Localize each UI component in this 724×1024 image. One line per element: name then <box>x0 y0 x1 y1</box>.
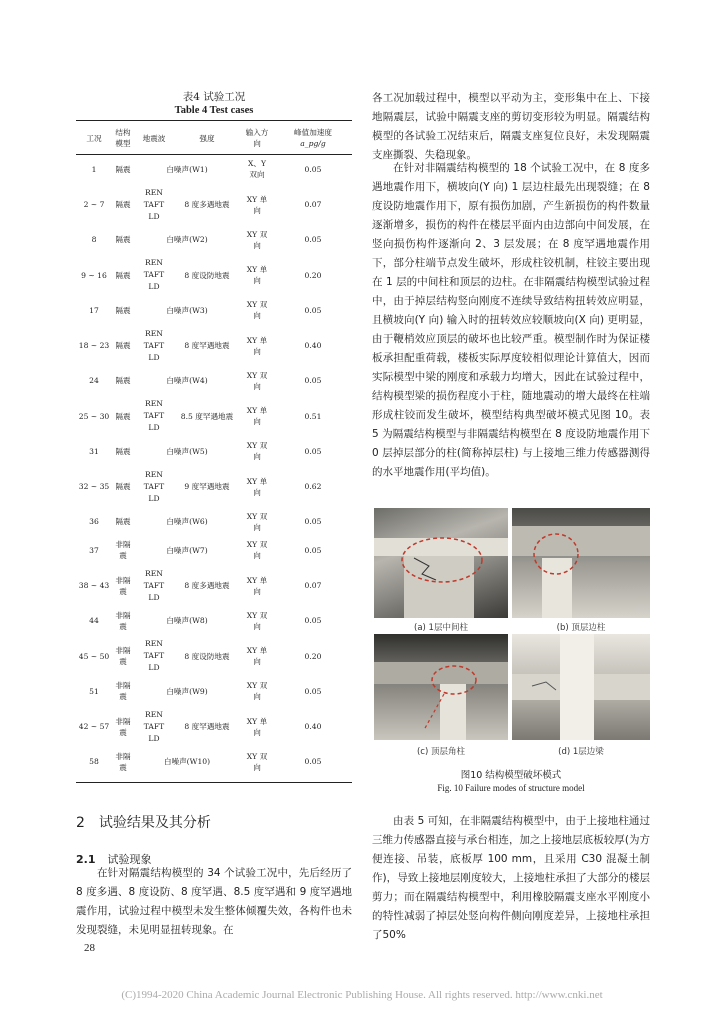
cell-wave: REN TAFT LD <box>143 328 165 362</box>
photo-d-first-floor-edge-beam <box>512 634 650 740</box>
subcaption-d: (d) 1层边梁 <box>558 747 604 757</box>
cell-direction: XY 单向 <box>246 335 268 356</box>
cell-intensity: 8 度罕遇地震 <box>184 722 230 731</box>
table-row <box>76 635 352 677</box>
right-paragraph-2: 在针对非隔震结构模型的 18 个试验工况中，在 8 度多遇地震作用下，横坡向(Y 向) 1 层边柱最先出现裂缝；在 8 度设防地震作用下，原有损伤加剧，产生新损伤的构件数量逐渐增多，损伤的构件在楼层平面内由边部向中间发展，在竖向损伤构件逐渐向 2、3 层发展；在 8 度罕遇地震作用下，部分柱端节点发生破坏，形成柱铰机制，柱铰主要出现在 1 层的中间柱和顶层的边柱。在非隔震结构模型试验过程中，由于掉层结构竖向刚度不连续导致结构扭转效应明显，且横坡向(Y 向) 输入时的扭转效应较顺坡向(X 向) 更明显，由于鞭梢效应顶层的破坏也比较严重。模型制作时为保证楼板承担配重荷载，楼板实际厚度较相似理论计算值大，因而实际模型中梁的刚度和承载力均增大，因此在试验过程中，结构模型梁的损伤程度小于柱，随地震动的增大最终在柱端形成柱铰而发生破坏，模型结构典型破坏模式见图 10。表 5 为隔震结构模型与非隔震结构模型在 8 度设防地震作用下 0 层掉层部分的柱(简称掉层柱) 与上接地三维力传感器测得的水平地震作用(平均值)。 <box>372 162 650 478</box>
header-wave: 地震波 <box>142 133 166 143</box>
table-row <box>76 607 352 636</box>
cell-case: 17 <box>89 305 99 315</box>
cell-direction: X、Y 双向 <box>247 159 266 180</box>
cell-case: 42 ~ 57 <box>78 722 110 731</box>
cell-pga: 0.20 <box>304 270 322 280</box>
cell-excitation: 白噪声(W3) <box>166 305 208 315</box>
cell-model: 非隔震 <box>115 540 131 561</box>
cell-pga: 0.51 <box>304 411 322 421</box>
cell-model: 非隔震 <box>115 716 131 737</box>
right-paragraph-3: 由表 5 可知，在非隔震结构模型中，由于上接地柱通过三维力传感器直接与承台相连，加之上接地层底板较厚(为方便连接、吊装，底板厚 100 mm，且采用 C30 混凝土制作)，导致上接地层刚度较大，上接地柱承担了大部分的楼层剪力；而在隔震结构模型中，利用橡胶隔震支座水平刚度小的特性减弱了掉层处竖向构件侧向刚度差异，上接地柱承担了50% <box>372 815 650 941</box>
cell-pga: 0.05 <box>304 446 322 456</box>
cell-intensity: 8 度设防地震 <box>184 651 230 661</box>
table-row <box>76 677 352 706</box>
cell-pga: 0.40 <box>304 341 322 350</box>
table-row <box>76 296 352 325</box>
cell-pga: 0.05 <box>304 545 322 555</box>
cell-intensity: 8 度罕遇地震 <box>184 341 230 350</box>
cell-wave: REN TAFT LD <box>143 709 165 743</box>
cell-wave: REN TAFT LD <box>143 568 165 602</box>
cell-wave: REN TAFT LD <box>143 258 165 291</box>
cell-intensity: 8 度设防地震 <box>184 270 230 280</box>
cell-model: 非隔震 <box>115 681 131 702</box>
cell-direction: XY 单向 <box>246 194 268 215</box>
cell-model: 隔震 <box>115 411 131 421</box>
cell-direction: XY 双向 <box>246 441 268 462</box>
header-case: 工况 <box>86 133 102 143</box>
cell-pga: 0.40 <box>304 722 322 731</box>
cell-case: 38 ~ 43 <box>78 581 110 590</box>
cell-intensity: 8 度多遇地震 <box>184 200 230 209</box>
cell-direction: XY 单向 <box>246 265 268 285</box>
cell-pga: 0.05 <box>304 757 322 767</box>
figure-caption-en: Fig. 10 Failure modes of structure model <box>437 783 585 793</box>
header-pga: 峰值加速度 a_pg/g <box>294 128 332 148</box>
table-row <box>76 367 352 396</box>
cell-excitation: 白噪声(W1) <box>166 164 208 174</box>
cell-excitation: 白噪声(W2) <box>166 235 208 245</box>
table-bottom-rule <box>76 782 352 783</box>
table-row <box>76 508 352 537</box>
header-intensity: 强度 <box>199 133 215 143</box>
cell-direction: XY 双向 <box>246 681 268 702</box>
cell-wave: REN TAFT LD <box>143 639 165 672</box>
cell-intensity: 8.5 度罕遇地震 <box>180 411 234 421</box>
cell-model: 隔震 <box>115 270 131 280</box>
right-paragraph-1: 各工况加载过程中，模型以平动为主，变形集中在上、下接地隔震层，试验中隔震支座的剪切变形较为明显。隔震结构模型的各试验工况结束后，隔震支座复位良好，未发现隔震支座撕裂、失稳现象。 <box>372 92 650 161</box>
table-row <box>76 437 352 466</box>
cell-direction: XY 单向 <box>246 646 268 666</box>
table-caption-en: Table 4 Test cases <box>174 105 254 116</box>
cell-pga: 0.62 <box>304 482 322 491</box>
subcaption-a: (a) 1层中间柱 <box>414 623 468 633</box>
cell-excitation: 白噪声(W5) <box>166 446 208 456</box>
cell-case: 51 <box>89 686 99 696</box>
cell-direction: XY 双向 <box>246 540 268 561</box>
cell-model: 非隔震 <box>115 610 131 631</box>
cell-excitation: 白噪声(W8) <box>166 616 208 626</box>
subcaption-b: (b) 顶层边柱 <box>556 623 606 633</box>
table-row <box>76 706 352 748</box>
cell-direction: XY 单向 <box>246 406 268 426</box>
table-row <box>76 565 352 607</box>
cell-pga: 0.07 <box>304 200 322 209</box>
figure-caption-cn: 图10 结构模型破坏模式 <box>460 770 562 781</box>
table-row <box>76 254 352 296</box>
cell-case: 18 ~ 23 <box>78 341 110 350</box>
cell-intensity: 8 度多遇地震 <box>184 581 230 590</box>
cell-direction: XY 单向 <box>246 575 268 596</box>
cell-model: 隔震 <box>115 341 131 350</box>
cell-case: 32 ~ 35 <box>78 482 110 491</box>
cell-case: 31 <box>89 446 99 456</box>
cell-model: 隔震 <box>115 235 131 245</box>
photo-a-first-floor-middle-column <box>374 508 508 618</box>
cell-model: 隔震 <box>115 517 131 527</box>
cell-excitation: 白噪声(W6) <box>166 517 208 527</box>
cell-pga: 0.05 <box>304 164 322 174</box>
cell-direction: XY 双向 <box>246 511 268 532</box>
cell-model: 非隔震 <box>115 646 131 666</box>
table-row <box>76 466 352 508</box>
cell-pga: 0.20 <box>304 651 322 661</box>
header-direction: 输入方向 <box>245 128 269 148</box>
cell-case: 25 ~ 30 <box>78 411 110 421</box>
cell-pga: 0.07 <box>304 581 322 590</box>
cell-intensity: 9 度罕遇地震 <box>184 482 230 491</box>
photo-c-top-floor-corner-column <box>374 634 508 740</box>
cell-pga: 0.05 <box>304 376 322 386</box>
table-row <box>76 748 352 777</box>
cell-case: 58 <box>89 757 99 767</box>
cell-model: 隔震 <box>115 305 131 315</box>
cell-case: 8 <box>91 235 97 245</box>
cell-case: 44 <box>89 616 99 626</box>
photo-b-top-floor-edge-column <box>512 508 650 618</box>
cell-model: 非隔震 <box>115 575 131 596</box>
cell-direction: XY 单向 <box>246 476 268 497</box>
cell-excitation: 白噪声(W9) <box>166 686 208 696</box>
cell-model: 隔震 <box>115 446 131 456</box>
test-cases-table <box>76 121 352 776</box>
subcaption-c: (c) 顶层角柱 <box>416 747 465 757</box>
cell-pga: 0.05 <box>304 235 322 245</box>
cell-model: 隔震 <box>115 376 131 386</box>
cell-model: 隔震 <box>115 482 131 491</box>
cell-case: 37 <box>89 545 99 555</box>
cell-direction: XY 双向 <box>246 300 268 321</box>
cell-pga: 0.05 <box>304 305 322 315</box>
cell-wave: REN TAFT LD <box>143 187 165 221</box>
page-number: 28 <box>84 942 95 954</box>
cell-excitation: 白噪声(W10) <box>163 757 211 767</box>
table-header-row <box>76 121 352 155</box>
table-row <box>76 155 352 184</box>
cell-direction: XY 双向 <box>246 229 268 250</box>
copyright-footer: (C)1994-2020 China Academic Journal Electronic Publishing House. All rights reserved. http://www.cnki.net <box>121 989 603 1001</box>
table-row <box>76 395 352 437</box>
cell-case: 2 ~ 7 <box>83 200 105 209</box>
cell-pga: 0.05 <box>304 517 322 527</box>
cell-case: 9 ~ 16 <box>81 270 107 280</box>
cell-excitation: 白噪声(W7) <box>166 545 208 555</box>
cell-case: 45 ~ 50 <box>78 651 110 661</box>
cell-case: 1 <box>91 164 97 174</box>
cell-excitation: 白噪声(W4) <box>166 376 208 386</box>
subsection-heading: 2.1 试验现象 <box>76 853 152 866</box>
table-row <box>76 184 352 226</box>
table-row <box>76 536 352 565</box>
cell-direction: XY 双向 <box>246 610 268 631</box>
table-row <box>76 325 352 367</box>
cell-model: 隔震 <box>115 164 131 174</box>
cell-wave: REN TAFT LD <box>143 399 165 432</box>
table-caption-cn: 表4 试验工况 <box>182 91 246 103</box>
cell-model: 非隔震 <box>115 751 131 772</box>
header-model: 结构模型 <box>115 128 131 148</box>
cell-case: 36 <box>89 517 99 527</box>
section-heading: 2 试验结果及其分析 <box>76 815 211 831</box>
cell-direction: XY 单向 <box>246 716 268 737</box>
cell-pga: 0.05 <box>304 686 322 696</box>
cell-model: 隔震 <box>115 200 131 209</box>
left-paragraph: 在针对隔震结构模型的 34 个试验工况中，先后经历了 8 度多遇、8 度设防、8 度罕遇、8.5 度罕遇和 9 度罕遇地震作用，试验过程中模型未发生整体倾覆失效，各构件也未发现裂缝，未见明显扭转现象。在 <box>76 867 352 936</box>
table-row <box>76 226 352 255</box>
cell-direction: XY 双向 <box>246 751 268 772</box>
cell-pga: 0.05 <box>304 616 322 626</box>
cell-case: 24 <box>89 376 99 386</box>
cell-wave: REN TAFT LD <box>143 469 165 503</box>
cell-direction: XY 双向 <box>246 370 268 391</box>
